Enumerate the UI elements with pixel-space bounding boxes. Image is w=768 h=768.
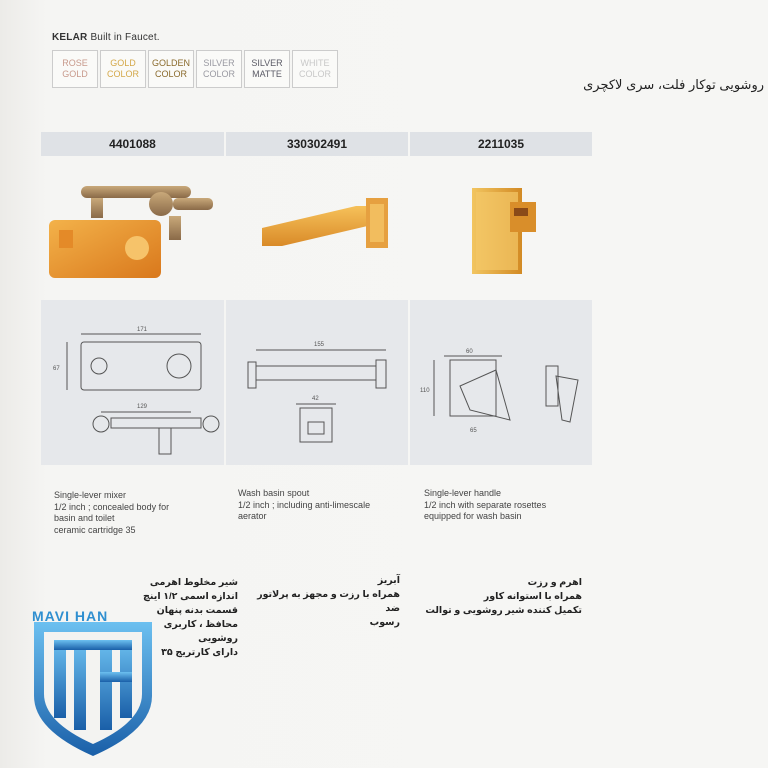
handle-drawing — [410, 300, 592, 465]
swatch-silver-matte: SILVER MATTE — [244, 50, 290, 88]
mixer-photo — [41, 158, 224, 298]
swatch-white: WHITE COLOR — [292, 50, 338, 88]
product-photos — [41, 158, 592, 298]
brand-tagline: Built in Faucet. — [90, 32, 160, 43]
logo-wordmark: MAVI HAN — [32, 608, 109, 624]
swatch-gold: GOLD COLOR — [100, 50, 146, 88]
page-title-fa: روشویی توکار فلت، سری لاکچری — [583, 77, 764, 92]
description-fa-spout: آبریز همراه با رزت و مجهز به پرلاتور ضد رسوب — [257, 575, 400, 628]
dim-label: 60 — [466, 349, 473, 355]
dim-label: 67 — [53, 366, 60, 372]
brand-name: KELAR — [52, 32, 88, 43]
dim-label: 171 — [137, 327, 148, 333]
product-code-1: 4401088 — [41, 132, 224, 156]
description-fa-handle: اهرم و رزت همراه با استوانه کاور تکمیل کننده شیر روشویی و توالت — [425, 577, 582, 616]
swatch-rose-gold: ROSE GOLD — [52, 50, 98, 88]
dim-label: 129 — [137, 404, 148, 410]
swatch-silver: SILVER COLOR — [196, 50, 242, 88]
product-table-header — [41, 132, 592, 156]
spout-drawing — [226, 300, 408, 465]
product-code-3: 2211035 — [410, 132, 592, 156]
color-swatches — [52, 50, 338, 88]
dim-label: 155 — [314, 342, 325, 348]
product-code-2: 330302491 — [226, 132, 408, 156]
swatch-golden: GOLDEN COLOR — [148, 50, 194, 88]
mixer-drawing — [41, 300, 224, 465]
handle-photo — [410, 158, 592, 298]
dim-label: 110 — [420, 388, 430, 394]
dim-label: 65 — [470, 428, 477, 434]
dim-label: 42 — [312, 396, 319, 402]
spout-photo — [226, 158, 408, 298]
technical-drawings — [41, 300, 594, 465]
description-handle: Single-lever handle 1/2 inch with separate rosettes equipped for wash basin — [424, 488, 547, 521]
description-fa-mixer: شیر مخلوط اهرمی اندازه اسمی ۱/۲ اینچ قسمت بدنه پنهان محافظ ، کاربری روشویی دارای کارتریج ۳۵ — [143, 577, 238, 658]
description-spout: Wash basin spout 1/2 inch ; including anti-limescale aerator — [238, 488, 371, 521]
description-mixer: Single-lever mixer 1/2 inch ; concealed body for basin and toilet ceramic cartridge 35 — [54, 490, 170, 535]
mavihan-logo — [28, 600, 158, 760]
brand-header — [52, 32, 160, 43]
